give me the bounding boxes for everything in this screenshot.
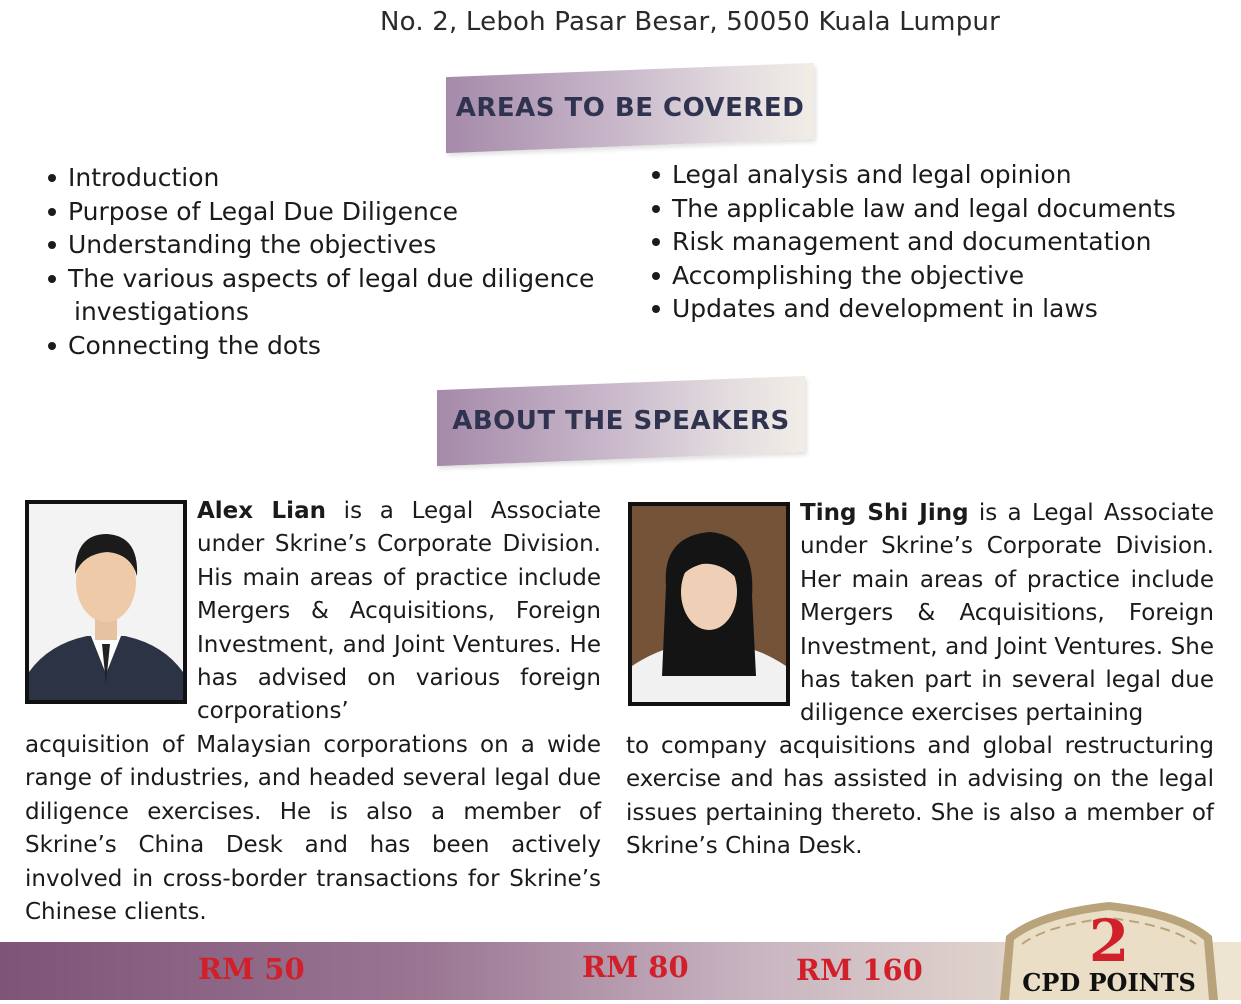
speaker-photo-alex [25, 500, 187, 704]
area-item: Introduction [46, 161, 636, 195]
area-item: Purpose of Legal Due Diligence [46, 195, 636, 229]
speaker-name: Alex Lian [197, 498, 326, 524]
areas-title: AREAS TO BE COVERED [455, 93, 805, 123]
venue-address: No. 2, Leboh Pasar Besar, 50050 Kuala Lumpur [380, 7, 1000, 37]
area-item: Updates and development in laws [650, 292, 1240, 326]
areas-banner [446, 70, 814, 146]
areas-list-right [650, 158, 1240, 326]
speakers-title: ABOUT THE SPEAKERS [452, 406, 790, 436]
fee-price: RM 50 [198, 952, 305, 986]
area-item: The applicable law and legal documents [650, 192, 1240, 226]
fee-price: RM 160 [796, 953, 923, 987]
speaker-bio-ting-head: Ting Shi Jing is a Legal Associate under Skrine’s Corporate Division. Her main areas of practice include Mergers & Acquisitions, Foreign Investment, and Joint Ventures. She has taken part in several legal due diligence exercises pertaining [800, 500, 1214, 727]
speaker-name: Ting Shi Jing [800, 500, 969, 526]
area-item: Understanding the objectives [46, 228, 636, 262]
speaker-bio-alex-head: Alex Lian is a Legal Associate under Skrine’s Corporate Division. His main areas of practice include Mergers & Acquisitions, Foreign Investment, and Joint Ventures. He has advised on various foreign corporations’ [197, 498, 601, 725]
area-item: Risk management and documentation [650, 225, 1240, 259]
speakers-banner [437, 383, 805, 459]
speaker-bio-ting-tail: to company acquisitions and global restructuring exercise and has assisted in advising on the legal issues pertaining thereto. She is also a member of Skrine’s China Desk. [626, 733, 1214, 860]
area-item: Legal analysis and legal opinion [650, 158, 1240, 192]
cpd-points-value: 2 [1088, 907, 1130, 975]
speaker-photo-ting [628, 502, 790, 706]
speaker-bio-alex-tail: acquisition of Malaysian corporations on a wide range of industries, and headed several legal due diligence exercises. He is also a member of Skrine’s China Desk and has been actively involved in cross-border transactions for Skrine’s Chinese clients. [25, 732, 601, 926]
areas-list-left [46, 161, 636, 362]
cpd-points-label: CPD POINTS [1022, 968, 1196, 997]
area-item-continuation: investigations [74, 297, 249, 326]
area-item: The various aspects of legal due diligence investigations [46, 262, 636, 329]
area-item: Connecting the dots [46, 329, 636, 363]
fee-price: RM 80 [582, 950, 689, 984]
area-item: Accomplishing the objective [650, 259, 1240, 293]
